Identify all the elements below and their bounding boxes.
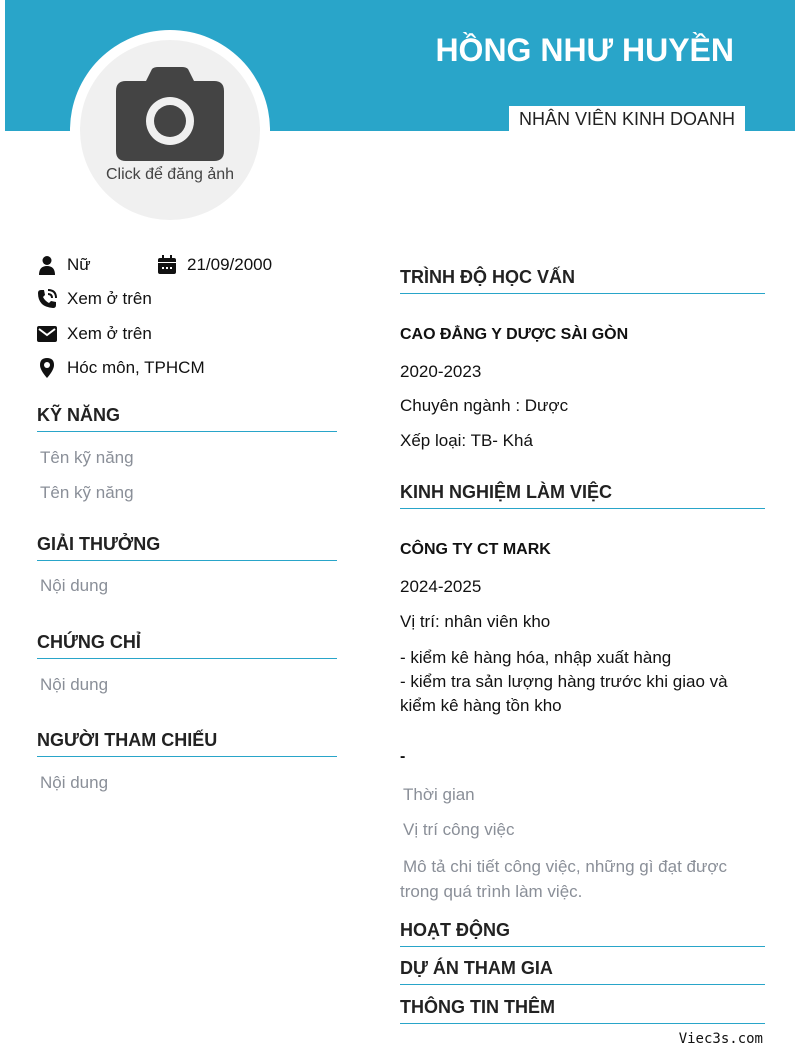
awards-heading[interactable]: GIẢI THƯỞNG: [37, 534, 337, 561]
experience-heading[interactable]: KINH NGHIỆM LÀM VIỆC: [400, 482, 765, 509]
more-info-heading[interactable]: THÔNG TIN THÊM: [400, 997, 765, 1024]
education-period[interactable]: 2020-2023: [400, 362, 482, 381]
experience-company[interactable]: CÔNG TY CT MARK: [400, 541, 551, 558]
camera-icon: [116, 67, 224, 161]
envelope-icon: [37, 324, 57, 344]
email-row[interactable]: [37, 324, 152, 344]
activities-heading[interactable]: HOẠT ĐỘNG: [400, 920, 765, 947]
birthday-value: 21/09/2000: [187, 255, 273, 274]
references-content[interactable]: Nội dung: [40, 773, 109, 792]
skill-item[interactable]: Tên kỹ năng: [40, 483, 134, 502]
email-value: Xem ở trên: [67, 324, 152, 343]
projects-heading[interactable]: DỰ ÁN THAM GIA: [400, 958, 765, 985]
certificates-content[interactable]: Nội dung: [40, 675, 109, 694]
user-icon: [37, 255, 57, 275]
address-value: Hóc môn, TPHCM: [67, 358, 205, 377]
experience2-period[interactable]: Thời gian: [403, 785, 475, 804]
education-heading[interactable]: TRÌNH ĐỘ HỌC VẤN: [400, 267, 765, 294]
experience2-company[interactable]: -: [400, 748, 406, 765]
experience-desc-line: - kiểm kê hàng hóa, nhập xuất hàng: [400, 648, 672, 667]
skill-item[interactable]: Tên kỹ năng: [40, 448, 134, 467]
experience-description[interactable]: [400, 646, 765, 718]
location-pin-icon: [37, 358, 57, 378]
education-school[interactable]: CAO ĐẲNG Y DƯỢC SÀI GÒN: [400, 326, 629, 343]
calendar-icon: [157, 255, 177, 275]
education-grade[interactable]: Xếp loại: TB- Khá: [400, 431, 533, 450]
footer-brand: Viec3s.com: [678, 1031, 763, 1047]
references-heading[interactable]: NGƯỜI THAM CHIẾU: [37, 730, 337, 757]
upload-photo-button[interactable]: [80, 40, 260, 220]
experience2-position[interactable]: Vị trí công việc: [403, 820, 515, 839]
experience2-description[interactable]: Mô tả chi tiết công việc, những gì đạt được trong quá trình làm việc.: [400, 857, 728, 901]
experience-desc-line: - kiểm tra sản lượng hàng trước khi giao và kiểm kê hàng tồn kho: [400, 672, 728, 715]
awards-content[interactable]: Nội dung: [40, 576, 109, 595]
gender-value: Nữ: [67, 255, 91, 274]
candidate-name[interactable]: HỒNG NHƯ HUYỀN: [435, 32, 734, 68]
address-row[interactable]: [37, 358, 205, 378]
experience-period[interactable]: 2024-2025: [400, 577, 482, 596]
birthday-row[interactable]: [157, 255, 272, 275]
photo-label: Click để đăng ảnh: [105, 166, 235, 183]
experience-position[interactable]: Vị trí: nhân viên kho: [400, 612, 551, 631]
job-title[interactable]: NHÂN VIÊN KINH DOANH: [509, 106, 745, 131]
education-major[interactable]: Chuyên ngành : Dược: [400, 396, 569, 415]
phone-value: Xem ở trên: [67, 289, 152, 308]
skills-heading[interactable]: KỸ NĂNG: [37, 405, 337, 432]
phone-row[interactable]: [37, 289, 152, 309]
gender-row[interactable]: [37, 255, 91, 275]
phone-icon: [37, 289, 57, 309]
certificates-heading[interactable]: CHỨNG CHỈ: [37, 632, 337, 659]
